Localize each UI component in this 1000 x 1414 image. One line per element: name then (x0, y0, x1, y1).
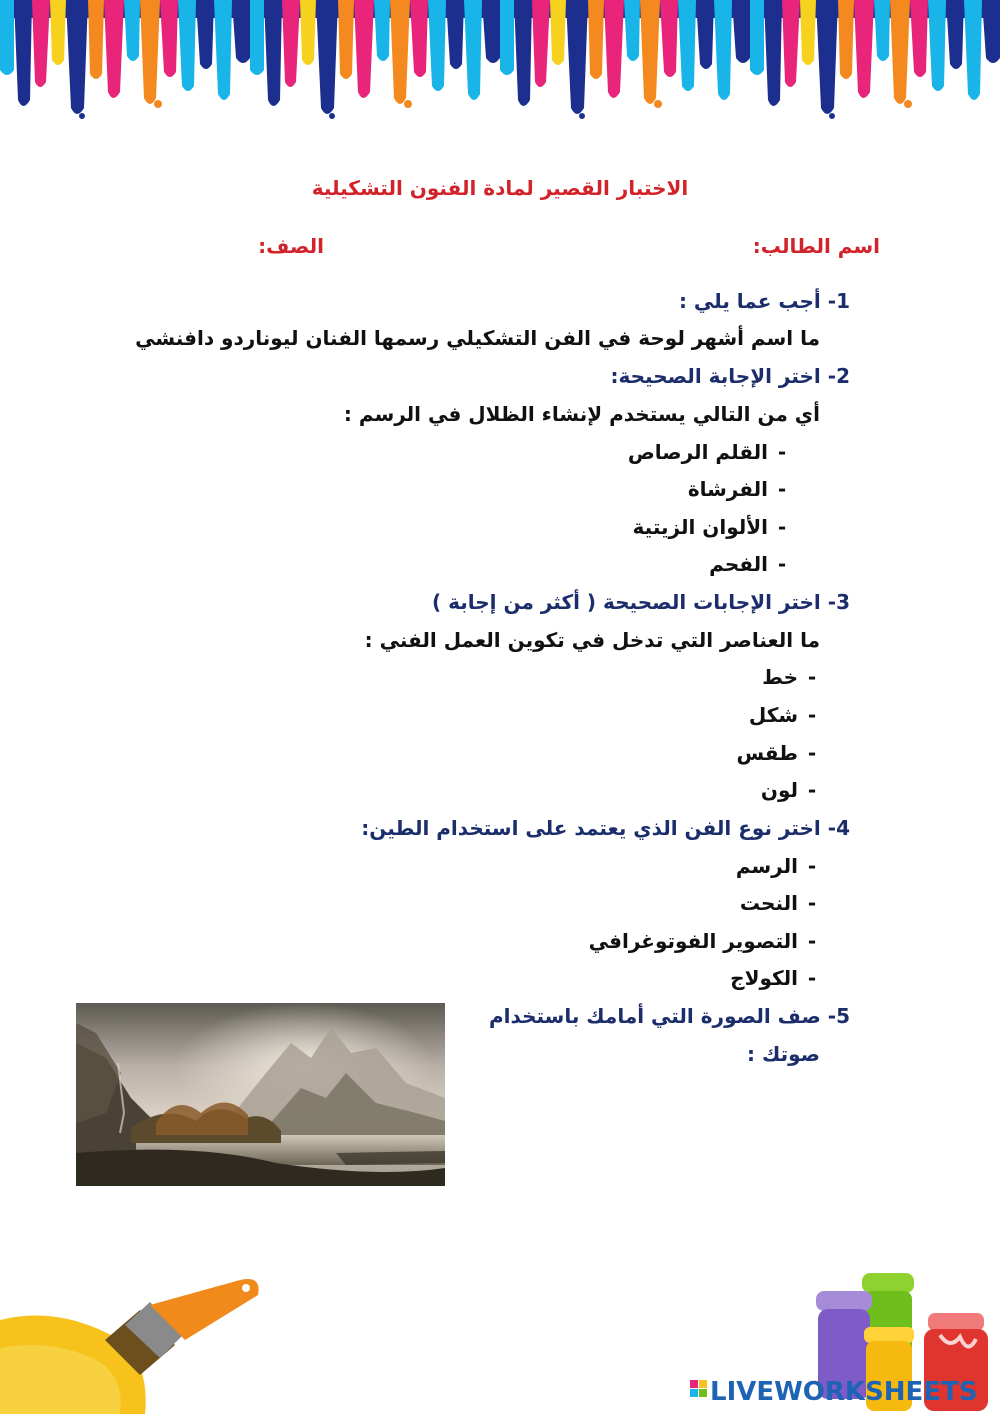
option-dash: - (807, 966, 817, 990)
option-dash: - (807, 929, 817, 953)
question-3-text: ما العناصر التي تدخل في تكوين العمل الفني : (364, 628, 820, 652)
question-2-option-1[interactable] (628, 440, 796, 464)
question-1-title: أجب عما يلي : (678, 289, 821, 313)
question-5-heading (489, 1004, 850, 1028)
question-2-heading (610, 364, 850, 388)
option-label: شكل (748, 703, 798, 727)
landscape-painting-image (76, 1003, 445, 1186)
option-label: طقس (736, 741, 798, 765)
question-4-option-4[interactable] (730, 966, 826, 990)
question-2-text: أي من التالي يستخدم لإنشاء الظلال في الرسم : (343, 402, 820, 426)
question-2-number: 2- (827, 364, 850, 388)
option-dash: - (777, 440, 787, 464)
question-2-option-3[interactable] (633, 515, 796, 539)
question-2-option-4[interactable] (709, 552, 796, 576)
paint-drip-banner (0, 0, 1000, 130)
question-3-number: 3- (827, 590, 850, 614)
option-dash: - (807, 854, 817, 878)
option-dash: - (777, 552, 787, 576)
option-dash: - (777, 515, 787, 539)
question-4-title: اختر نوع الفن الذي يعتمد على استخدام الطين: (361, 816, 821, 840)
brand-text: LIVEWORKSHEETS (710, 1377, 978, 1407)
option-label: لون (760, 778, 798, 802)
question-1-text: ما اسم أشهر لوحة في الفن التشكيلي رسمها الفنان ليوناردو دافنشي (135, 326, 820, 350)
paint-brush-illustration (0, 1270, 300, 1414)
question-5-title-line2: صوتك : (747, 1042, 820, 1066)
question-5-number: 5- (827, 1004, 850, 1028)
question-4-option-3[interactable] (589, 929, 826, 953)
question-1-number: 1- (827, 289, 850, 313)
question-3-option-1[interactable] (762, 665, 826, 689)
option-label: الكولاج (730, 966, 798, 990)
option-label: القلم الرصاص (627, 440, 768, 464)
question-4-heading (361, 816, 850, 840)
option-dash: - (777, 477, 787, 501)
question-1-heading (679, 289, 850, 313)
question-5-title-line1: صف الصورة التي أمامك باستخدام (489, 1004, 821, 1028)
option-label: الألوان الزيتية (632, 515, 768, 539)
worksheet-title: الاختبار القصير لمادة الفنون التشكيلية (311, 176, 689, 200)
question-2-title: اختر الإجابة الصحيحة: (610, 364, 821, 388)
class-label: الصف: (258, 234, 324, 258)
option-dash: - (807, 891, 817, 915)
question-2-option-2[interactable] (688, 477, 796, 501)
option-dash: - (807, 741, 817, 765)
option-dash: - (807, 703, 817, 727)
option-label: التصوير الفوتوغرافي (588, 929, 798, 953)
question-3-title: اختر الإجابات الصحيحة ( أكثر من إجابة ) (432, 590, 821, 614)
option-label: الفرشاة (687, 477, 768, 501)
option-label: خط (762, 665, 798, 689)
liveworksheets-logo (690, 1372, 990, 1408)
question-3-heading (432, 590, 850, 614)
option-label: النحت (739, 891, 798, 915)
question-3-option-2[interactable] (749, 703, 826, 727)
question-3-option-3[interactable] (736, 741, 826, 765)
question-4-option-2[interactable] (740, 891, 826, 915)
question-4-option-1[interactable] (736, 854, 826, 878)
option-label: الفحم (709, 552, 768, 576)
option-dash: - (807, 778, 817, 802)
option-dash: - (807, 665, 817, 689)
student-name-label: اسم الطالب: (752, 234, 880, 258)
question-3-option-4[interactable] (761, 778, 826, 802)
question-4-number: 4- (827, 816, 850, 840)
option-label: الرسم (735, 854, 798, 878)
